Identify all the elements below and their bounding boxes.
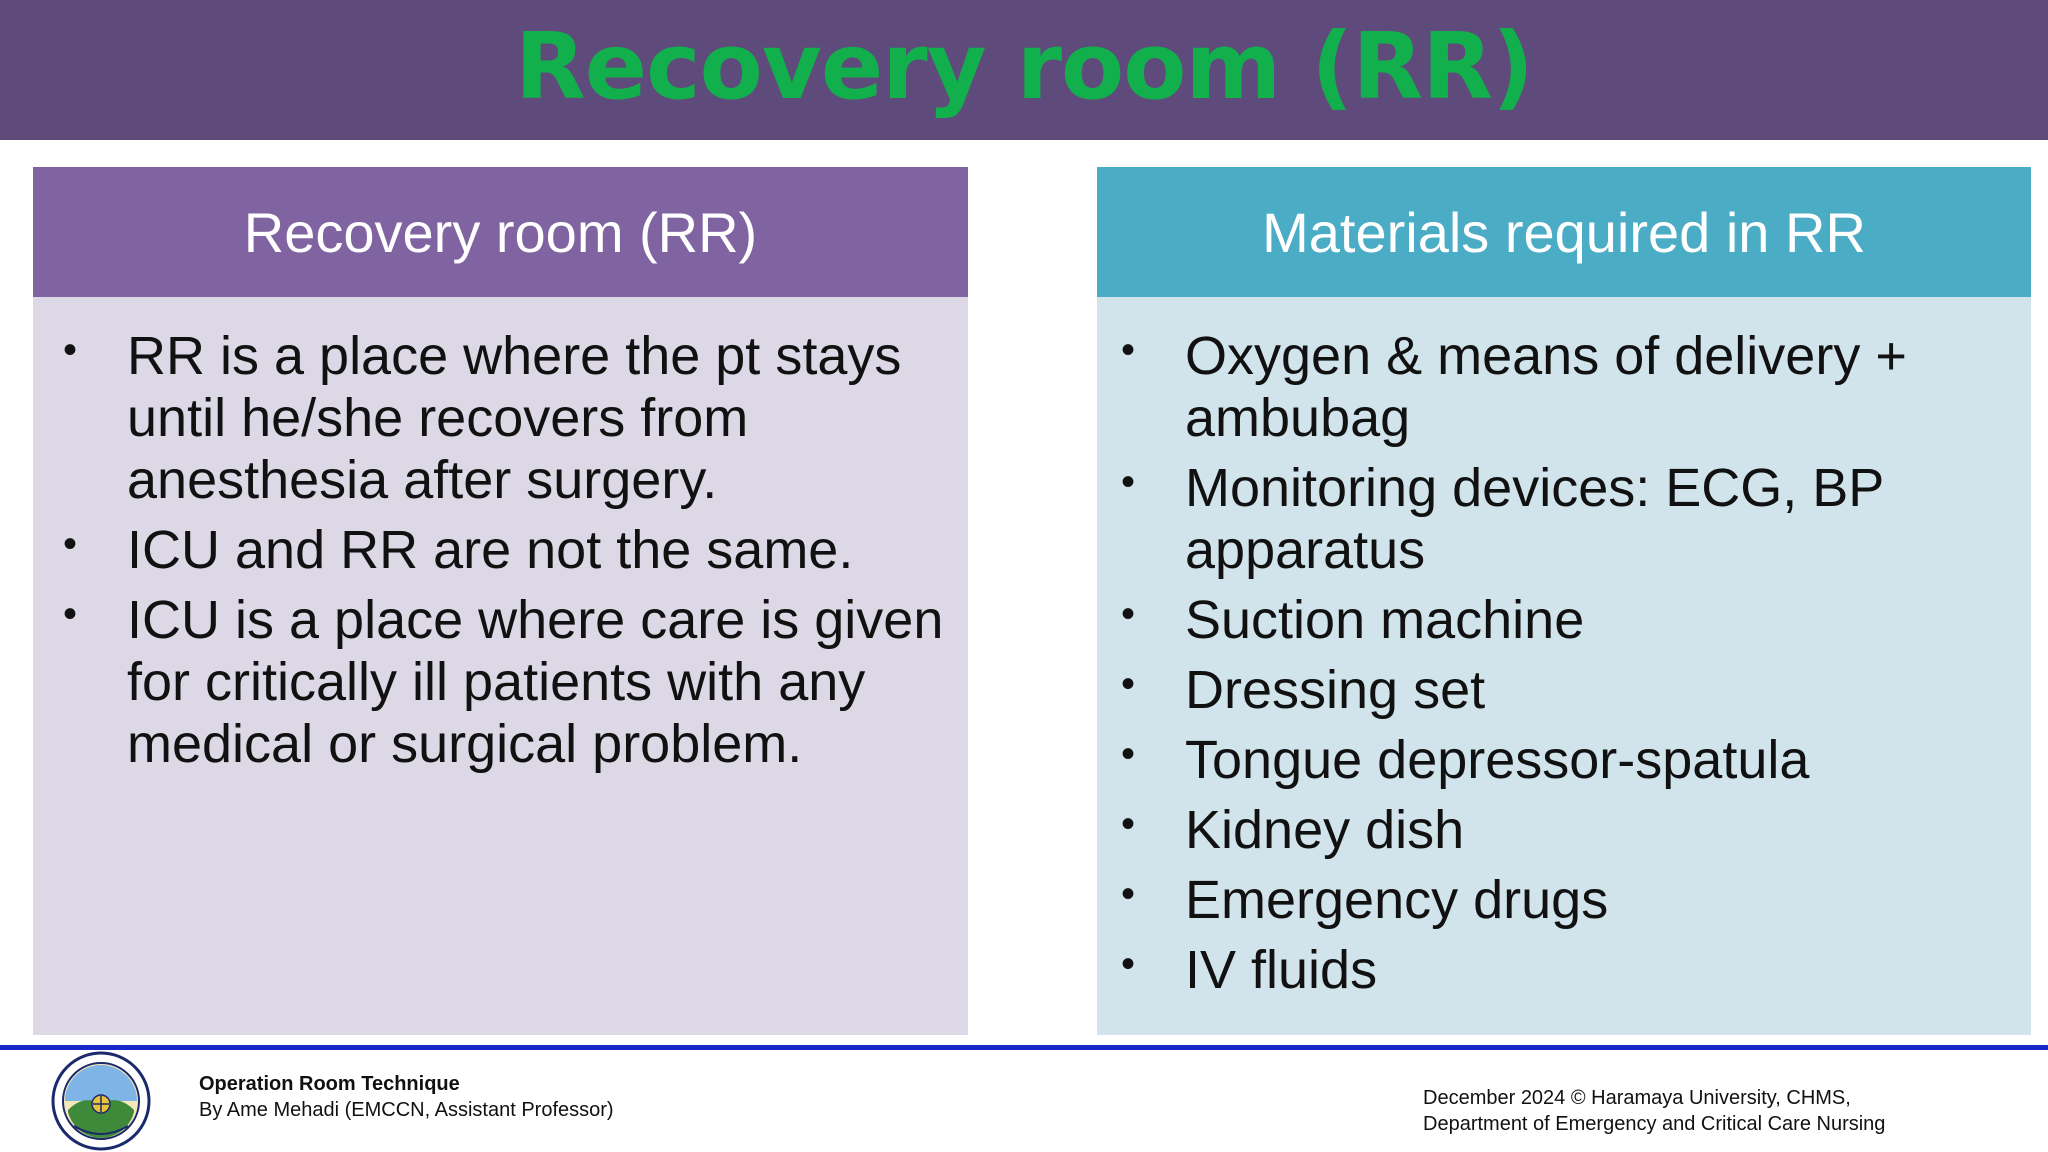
- copyright-line-1: December 2024 © Haramaya University, CHMS,: [1423, 1087, 1851, 1109]
- list-item: • ICU is a place where care is given for critically ill patients with any medical or surgical problem.: [63, 590, 944, 774]
- list-item: • Oxygen & means of delivery + ambubag: [1121, 326, 1907, 448]
- bullet-icon: •: [1121, 872, 1136, 916]
- list-item: • Suction machine: [1121, 590, 1585, 650]
- footer-course-info: [199, 1071, 614, 1123]
- footer-divider: [0, 1045, 2048, 1050]
- list-item: • Kidney dish: [1121, 800, 1465, 860]
- title-bar: [0, 0, 2048, 140]
- author-line: By Ame Mehadi (EMCCN, Assistant Professor): [199, 1099, 614, 1121]
- list-item: • Emergency drugs: [1121, 870, 1609, 930]
- bullet-icon: •: [63, 328, 78, 372]
- slide-title: Recovery room (RR): [514, 13, 1534, 120]
- footer-copyright: [1423, 1085, 1885, 1137]
- left-panel: [33, 167, 968, 1035]
- haramaya-university-seal-icon: [44, 1050, 158, 1152]
- list-item: • Dressing set: [1121, 660, 1486, 720]
- bullet-icon: •: [1121, 662, 1136, 706]
- course-title: Operation Room Technique: [199, 1073, 460, 1095]
- list-item: • ICU and RR are not the same.: [63, 520, 854, 580]
- left-bullet-list: [33, 297, 968, 775]
- list-item: • RR is a place where the pt stays until he/she recovers from anesthesia after surgery.: [63, 326, 902, 510]
- list-item: • Monitoring devices: ECG, BP apparatus: [1121, 458, 1884, 580]
- bullet-icon: •: [1121, 460, 1136, 504]
- bullet-icon: •: [1121, 592, 1136, 636]
- copyright-line-2: Department of Emergency and Critical Care Nursing: [1423, 1113, 1886, 1135]
- right-panel: [1097, 167, 2031, 1035]
- left-panel-header: Recovery room (RR): [33, 167, 968, 297]
- bullet-icon: •: [1121, 732, 1136, 776]
- bullet-icon: •: [63, 592, 78, 636]
- right-panel-header: Materials required in RR: [1097, 167, 2031, 297]
- bullet-icon: •: [1121, 802, 1136, 846]
- bullet-icon: •: [1121, 328, 1136, 372]
- right-bullet-list: [1097, 297, 2031, 1001]
- list-item: • IV fluids: [1121, 940, 1378, 1000]
- bullet-icon: •: [1121, 942, 1136, 986]
- bullet-icon: •: [63, 522, 78, 566]
- list-item: • Tongue depressor-spatula: [1121, 730, 1810, 790]
